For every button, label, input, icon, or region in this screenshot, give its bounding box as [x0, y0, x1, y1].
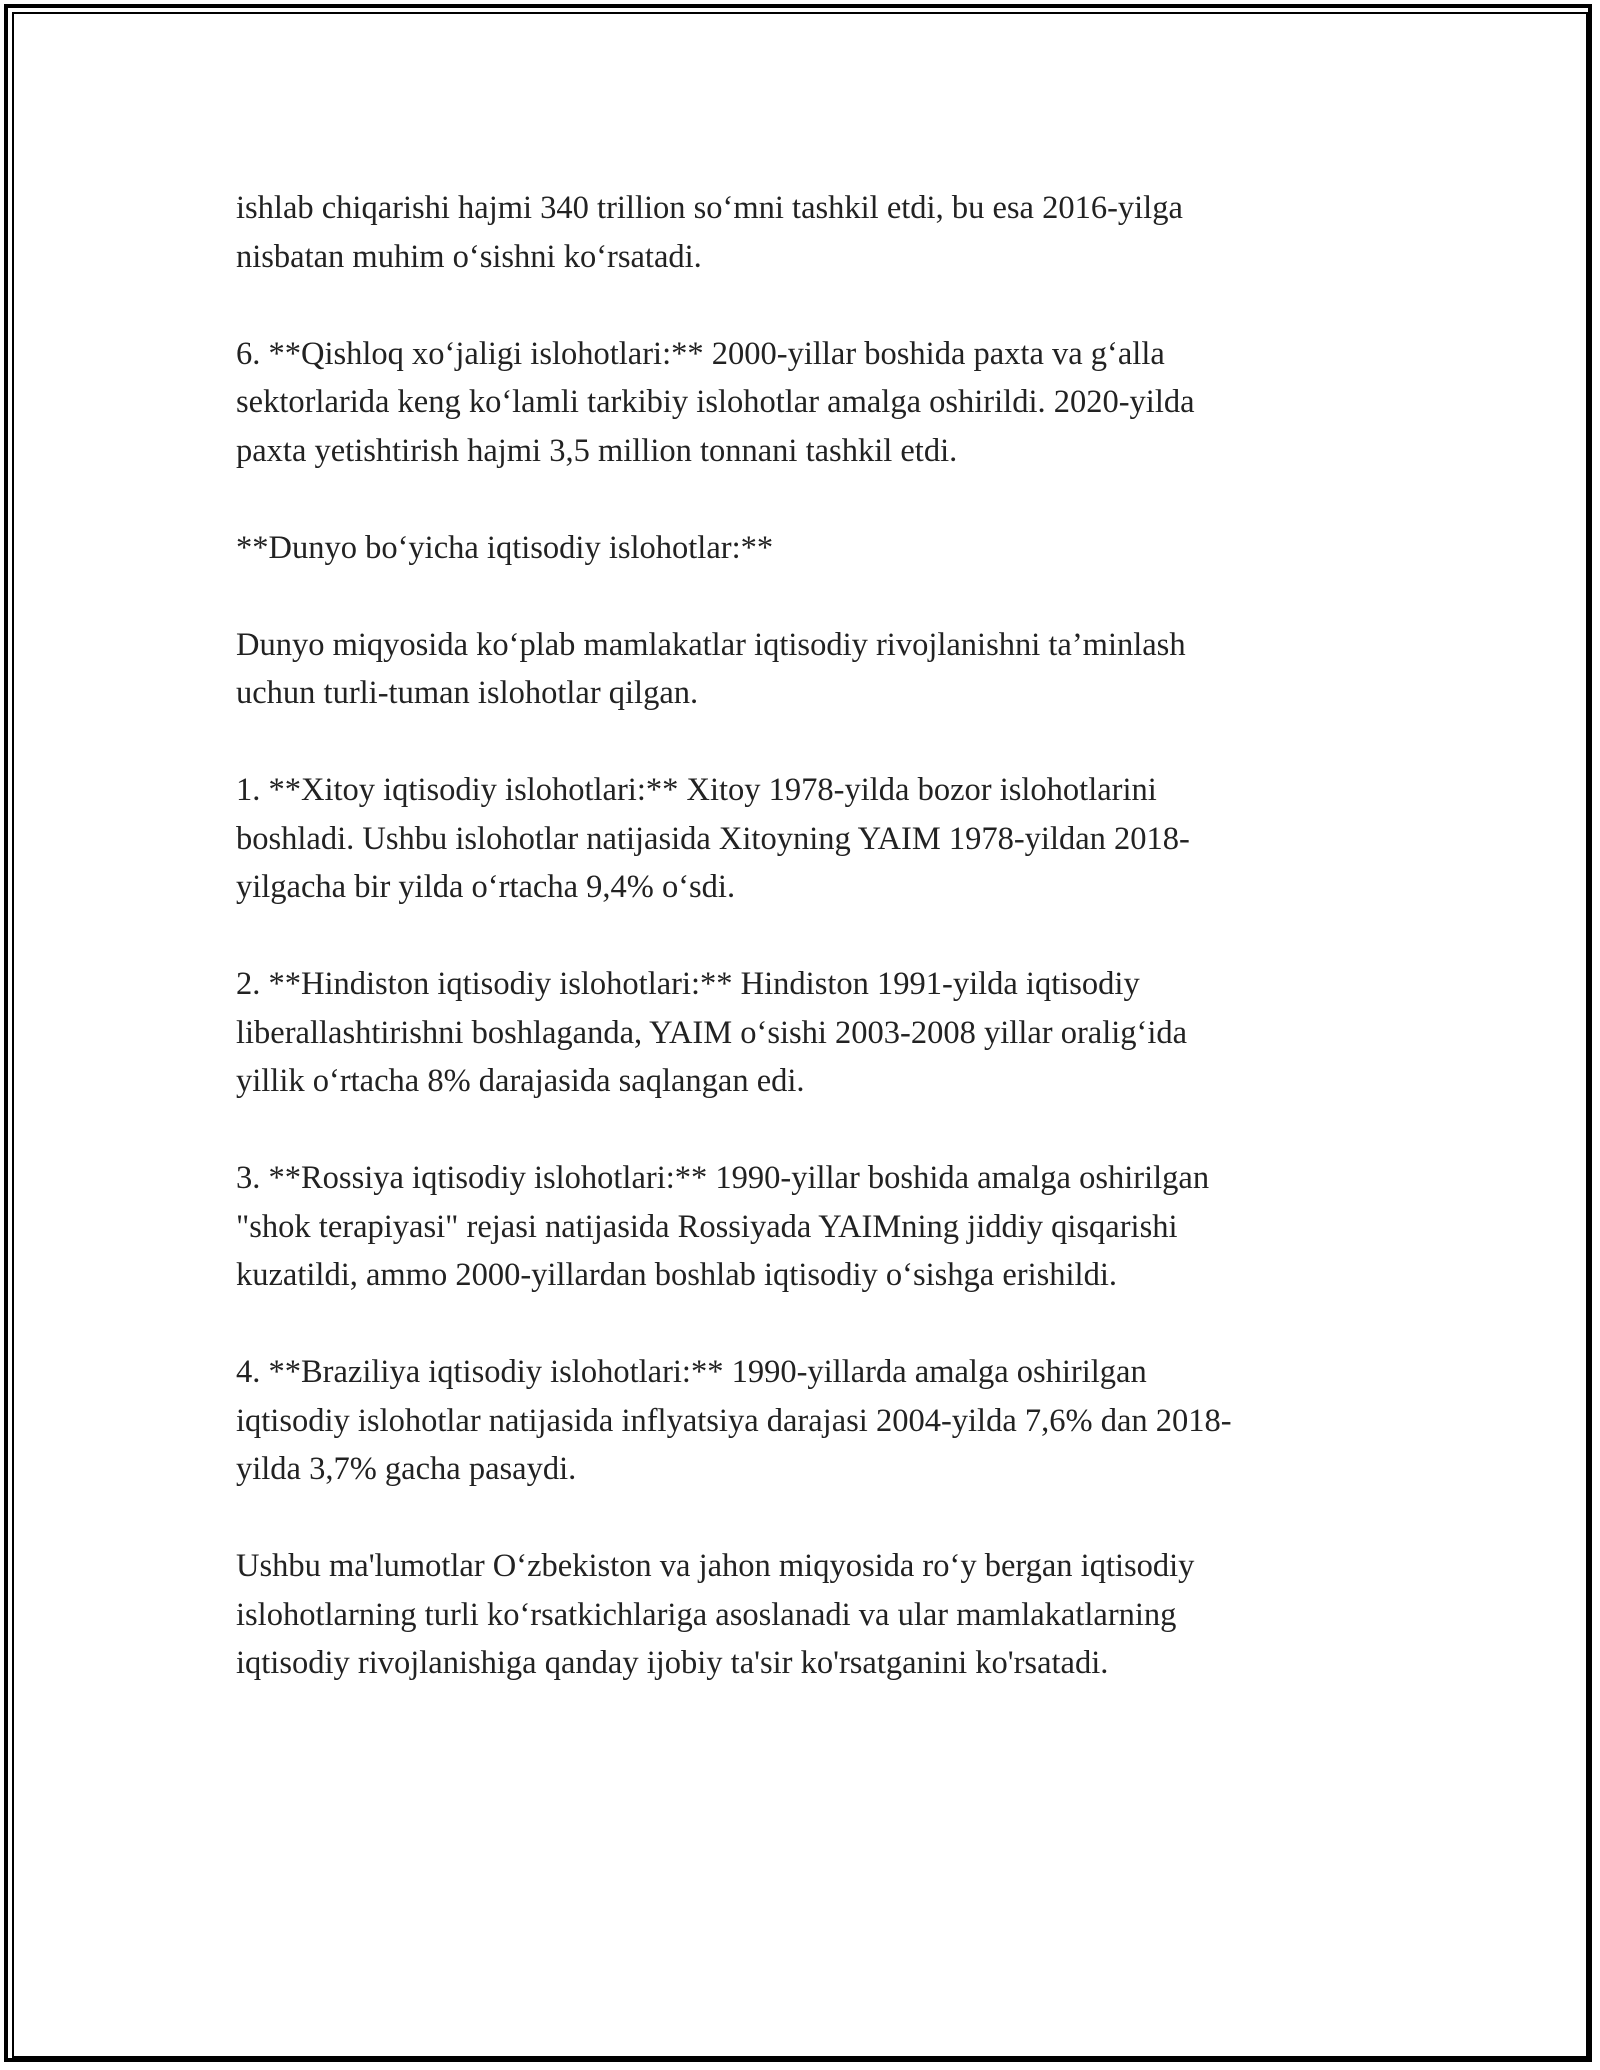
paragraph-world-intro: Dunyo miqyosida ko‘plab mamlakatlar iqtisodiy rivojlanishni ta’minlash uchun turli-tuman islohotlar qilgan.	[236, 626, 1186, 711]
paragraph-intro-continuation: ishlab chiqarishi hajmi 340 trillion so‘mni tashkil etdi, bu esa 2016-yilga nisbatan muhim o‘sishni ko‘rsatadi.	[236, 190, 1183, 275]
paragraph-agriculture-reforms: 6. **Qishloq xo‘jaligi islohotlari:** 2000-yillar boshida paxta va g‘alla sektorlarida keng ko‘lamli tarkibiy islohotlar amalga oshirildi. 2020-yilda paxta yetishtirish hajmi 3,5 million tonnani tashkil etdi.	[236, 335, 1195, 469]
section-heading-world-reforms: **Dunyo bo‘yicha iqtisodiy islohotlar:**	[236, 529, 774, 566]
paragraph-india-reforms: 2. **Hindiston iqtisodiy islohotlari:** Hindiston 1991-yilda iqtisodiy liberallashtirishni boshlaganda, YAIM o‘sishi 2003-2008 yillar oralig‘ida yillik o‘rtacha 8% darajasida saqlangan edi.	[236, 966, 1188, 1099]
paragraph-china-reforms: 1. **Xitoy iqtisodiy islohotlari:** Xitoy 1978-yilda bozor islohotlarini boshladi. Ushbu islohotlar natijasida Xitoyning YAIM 1978-yildan 2018- yilgacha bir yilda o‘rtacha 9,4% o‘sdi.	[236, 772, 1190, 905]
paragraph-russia-reforms: 3. **Rossiya iqtisodiy islohotlari:** 1990-yillar boshida amalga oshirilgan "shok terapiyasi" rejasi natijasida Rossiyada YAIMning jiddiy qisqarishi kuzatildi, ammo 2000-yillardan boshlab iqtisodiy o‘sishga erishildi.	[236, 1160, 1210, 1293]
document-body	[236, 184, 1376, 1736]
paragraph-brazil-reforms: 4. **Braziliya iqtisodiy islohotlari:** 1990-yillarda amalga oshirilgan iqtisodiy islohotlar natijasida inflyatsiya darajasi 2004-yilda 7,6% dan 2018- yilda 3,7% gacha pasaydi.	[236, 1354, 1232, 1487]
paragraph-conclusion: Ushbu ma'lumotlar O‘zbekiston va jahon miqyosida ro‘y bergan iqtisodiy islohotlarning turli ko‘rsatkichlariga asoslanadi va ular mamlakatlarning iqtisodiy rivojlanishiga qanday ijobiy ta'sir ko'rsatganini ko'rsatadi.	[236, 1548, 1195, 1681]
